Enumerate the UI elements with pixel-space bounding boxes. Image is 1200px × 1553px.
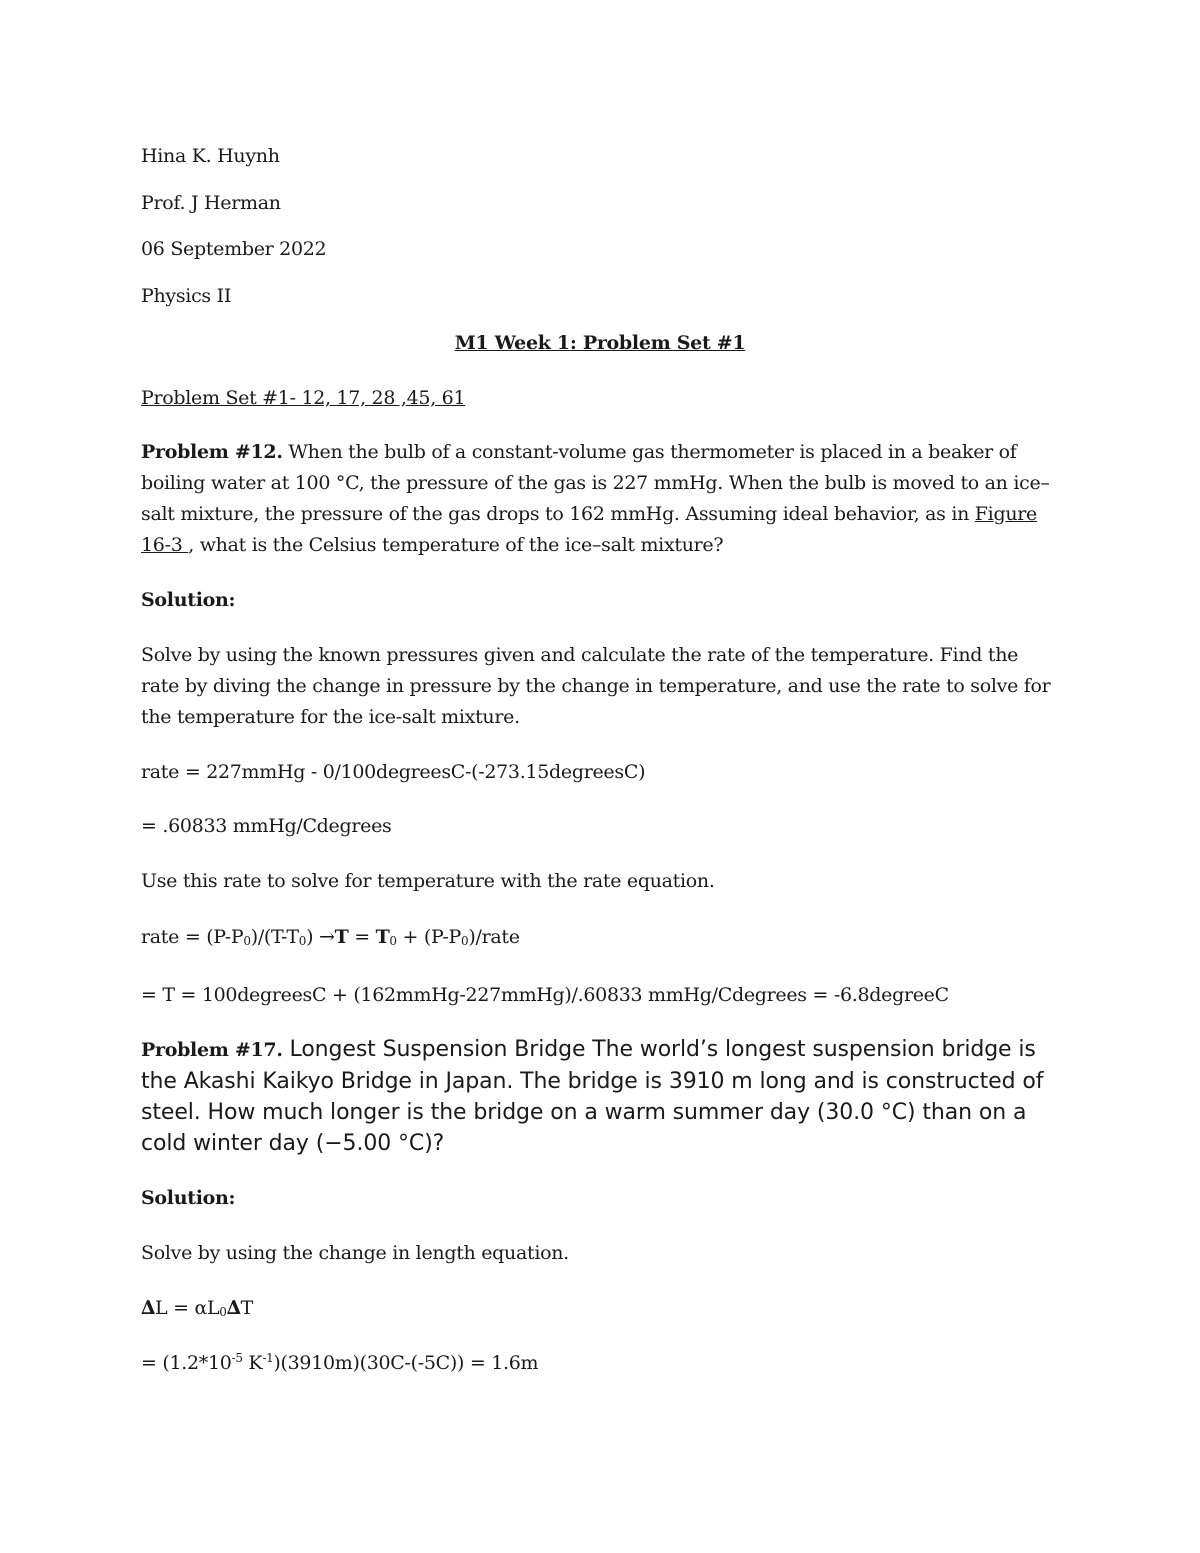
rate-formula-t: T [334,926,349,948]
formula-part: T [240,1297,254,1319]
superscript: -1 [262,1351,274,1365]
subscript: 0 [298,934,307,948]
rate-formula-part: = [348,926,376,948]
problem-list: Problem Set #1- 12, 17, 28 ,45, 61 [141,387,466,409]
problem-12-label: Problem #12. [141,441,283,463]
rate-formula-part: + (P-P [396,926,462,948]
problem-12-body: When the bulb of a constant-volume gas thermometer is placed in a beaker of boiling water at 100 °C, the pressure of the gas is 227 mmHg. When the bulb is moved to an ice–salt mixture, the pressure of the gas drops to 162 mmHg. Assuming ideal behavior, as in [141,441,1050,525]
problem-17-body: Longest Suspension Bridge The world’s longest suspension bridge is the Akashi Kaikyo Bridge in Japan. The bridge is 3910 m long and is constructed of steel. How much longer is the bridge on a warm summer day (30.0 °C) than on a cold winter day (−5.00 °C)? [141,1037,1044,1156]
problem-12-body-end: , what is the Celsius temperature of the ice–salt mixture? [188,534,724,556]
formula-part: L = [155,1297,195,1319]
calc-part: K [242,1352,263,1374]
final-equation: = T = 100degreesC + (162mmHg-227mmHg)/.60833 mmHg/Cdegrees = -6.8degreeC [141,984,949,1006]
calc-part: )(3910m)(30C-(-5C)) = 1.6m [273,1352,539,1374]
delta-symbol: ∆ [226,1297,241,1319]
date: 06 September 2022 [141,238,327,260]
subscript: 0 [461,934,469,948]
formula-part: L [206,1297,220,1319]
figure-link[interactable]: Figure 16-3 [141,503,1037,556]
subscript: 0 [389,934,397,948]
subscript: 0 [243,934,251,948]
rate-formula-part: )/rate [468,926,520,948]
solution-heading-12: Solution: [141,589,236,611]
length-formula [141,1293,253,1324]
solution-text-17: Solve by using the change in length equation. [141,1242,569,1264]
use-rate-text: Use this rate to solve for temperature with the rate equation. [141,870,715,892]
delta-symbol: ∆ [141,1297,156,1319]
subscript: 0 [219,1305,227,1319]
problem-12-text [141,437,1056,561]
calc-part: = (1.2*10 [141,1352,232,1374]
rate-formula-part: rate = (P-P [141,926,244,948]
rate-formula-part: ) → [306,926,335,948]
page-title: M1 Week 1: Problem Set #1 [454,332,746,354]
solution-text-12: Solve by using the known pressures given and calculate the rate of the temperature. Find the rate by diving the change in pressure by the change in temperature, and use the rate to solve for the temperature for the ice-salt mixture. [141,644,1051,728]
superscript: -5 [231,1351,243,1365]
rate-equation: rate = 227mmHg - 0/100degreesC-(-273.15degreesC) [141,761,646,783]
student-name: Hina K. Huynh [141,145,280,167]
rate-value: = .60833 mmHg/Cdegrees [141,815,392,837]
professor-name: Prof. J Herman [141,192,281,214]
problem-17-text [141,1034,1056,1159]
rate-formula-part: )/(T-T [250,926,299,948]
solution-heading-17: Solution: [141,1187,236,1209]
course-name: Physics II [141,285,232,307]
problem-17-label: Problem #17. [141,1039,283,1061]
alpha-symbol: α [194,1297,207,1319]
rate-formula [141,922,520,953]
document-page [141,0,1061,1553]
rate-formula-t0: T [375,926,390,948]
length-calculation [141,1348,538,1379]
